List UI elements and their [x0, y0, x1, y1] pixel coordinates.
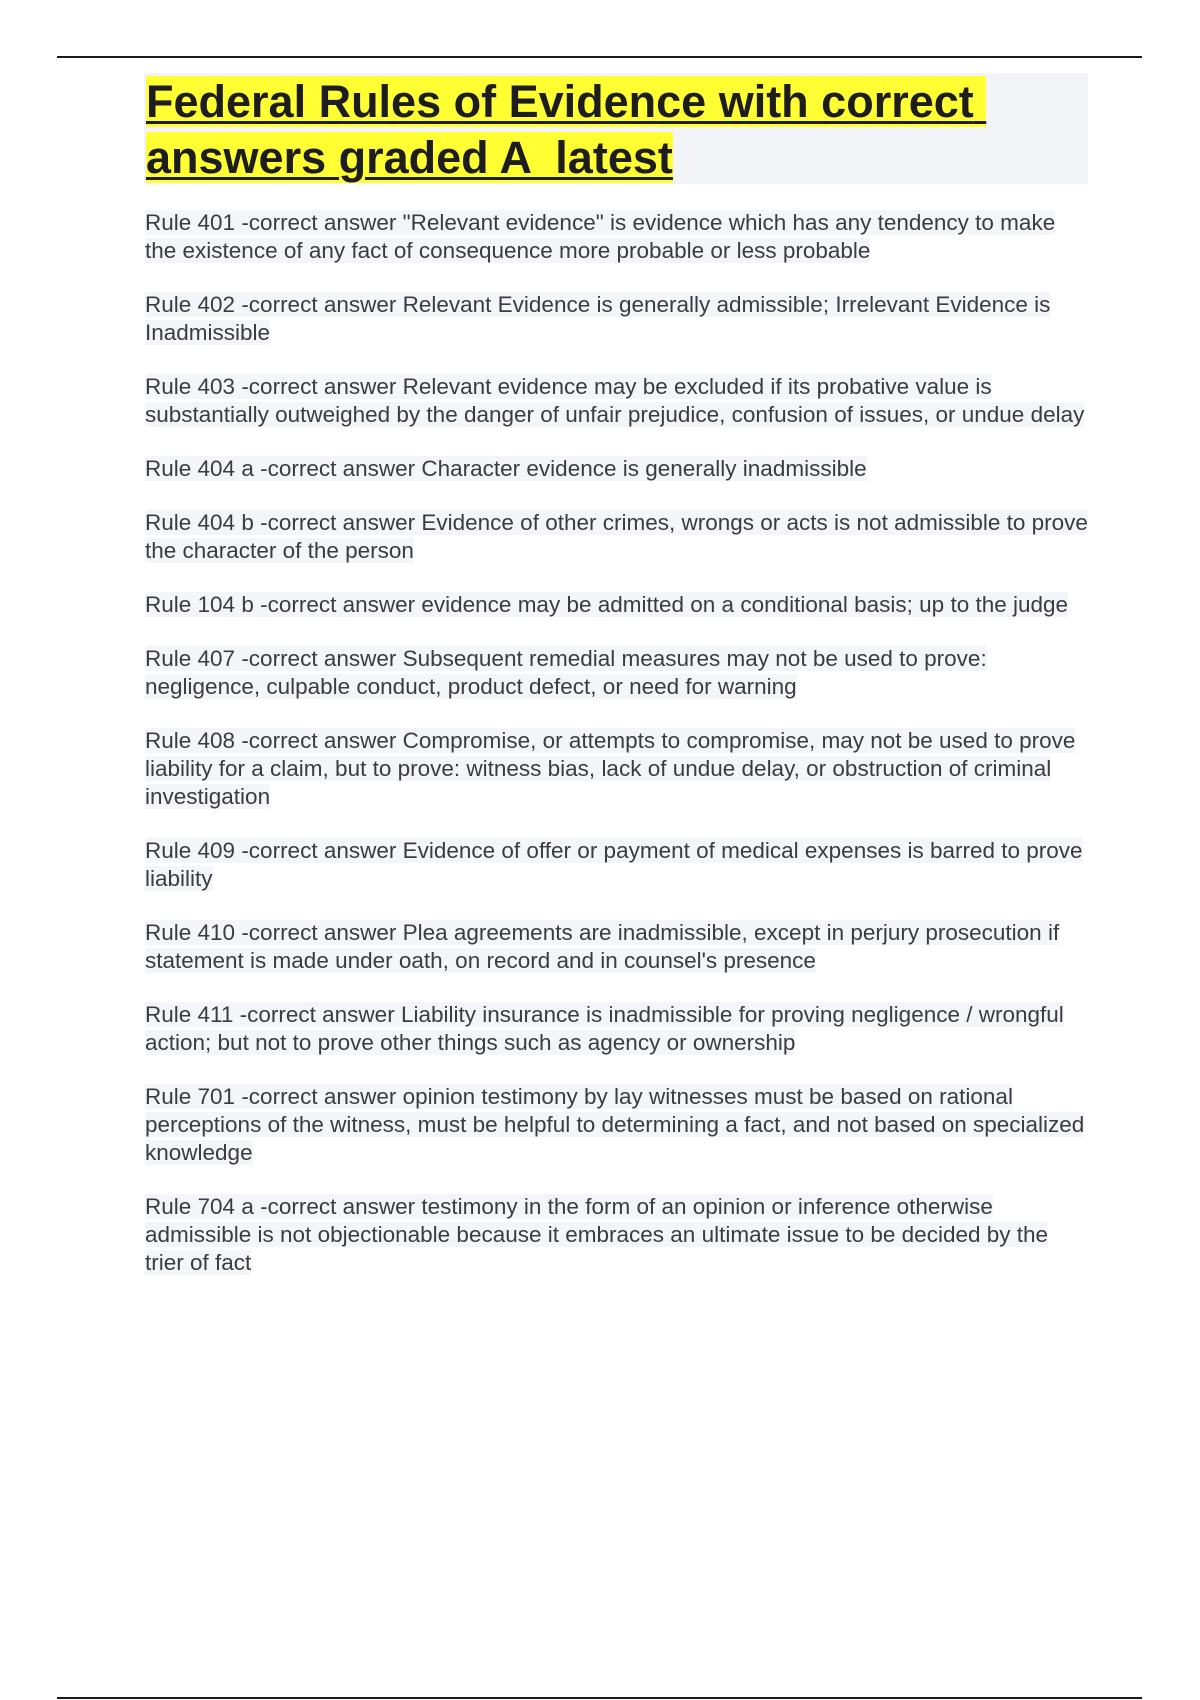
rule-entry-text: Rule 104 b -correct answer evidence may be admitted on a conditional basis; up to the judge — [145, 592, 1069, 617]
rule-entry-text: Rule 410 -correct answer Plea agreements are inadmissible, except in perjury prosecution if statement is made under oath, on record and in counsel's presence — [145, 920, 1060, 973]
rule-entry — [145, 727, 1090, 811]
rule-entry — [145, 1193, 1090, 1277]
rule-entry — [145, 509, 1090, 565]
rule-entry-text: Rule 704 a -correct answer testimony in the form of an opinion or inference otherwise admissible is not objectionable because it embraces an ultimate issue to be decided by the trier of fact — [145, 1194, 1049, 1275]
bottom-divider — [57, 1697, 1142, 1699]
rule-entry — [145, 645, 1090, 701]
rule-entry — [145, 455, 1090, 483]
rule-entry — [145, 373, 1090, 429]
rule-entry-text: Rule 404 a -correct answer Character evidence is generally inadmissible — [145, 456, 867, 481]
rule-entry-text: Rule 401 -correct answer "Relevant evidence" is evidence which has any tendency to make the existence of any fact of consequence more probable or less probable — [145, 210, 1056, 263]
rule-entry-text: Rule 407 -correct answer Subsequent remedial measures may not be used to prove: negligence, culpable conduct, product defect, or need for warning — [145, 646, 987, 699]
rule-entry-text: Rule 411 -correct answer Liability insurance is inadmissible for proving negligence / wrongful action; but not to prove other things such as agency or ownership — [145, 1002, 1064, 1055]
rule-entry — [145, 919, 1090, 975]
rule-entry-text: Rule 409 -correct answer Evidence of offer or payment of medical expenses is barred to prove liability — [145, 838, 1083, 891]
rule-entry — [145, 837, 1090, 893]
rule-entry-text: Rule 408 -correct answer Compromise, or attempts to compromise, may not be used to prove liability for a claim, but to prove: witness bias, lack of undue delay, or obstruction of criminal investigation — [145, 728, 1076, 809]
rule-entry-text: Rule 403 -correct answer Relevant evidence may be excluded if its probative value is substantially outweighed by the danger of unfair prejudice, confusion of issues, or undue delay — [145, 374, 1085, 427]
rule-entry — [145, 591, 1090, 619]
rule-entry-text: Rule 404 b -correct answer Evidence of other crimes, wrongs or acts is not admissible to prove the character of the person — [145, 510, 1088, 563]
rule-entry-text: Rule 701 -correct answer opinion testimony by lay witnesses must be based on rational perceptions of the witness, must be helpful to determining a fact, and not based on specialized knowledge — [145, 1084, 1085, 1165]
rule-entry — [145, 1001, 1090, 1057]
top-divider — [57, 56, 1142, 58]
rule-entry-text: Rule 402 -correct answer Relevant Evidence is generally admissible; Irrelevant Evidence is Inadmissible — [145, 292, 1051, 345]
rules-list — [145, 209, 1090, 1303]
page-title-text: Federal Rules of Evidence with correct answers graded A latest — [146, 76, 987, 183]
page-title — [146, 74, 1086, 186]
rule-entry — [145, 209, 1090, 265]
rule-entry — [145, 291, 1090, 347]
rule-entry — [145, 1083, 1090, 1167]
